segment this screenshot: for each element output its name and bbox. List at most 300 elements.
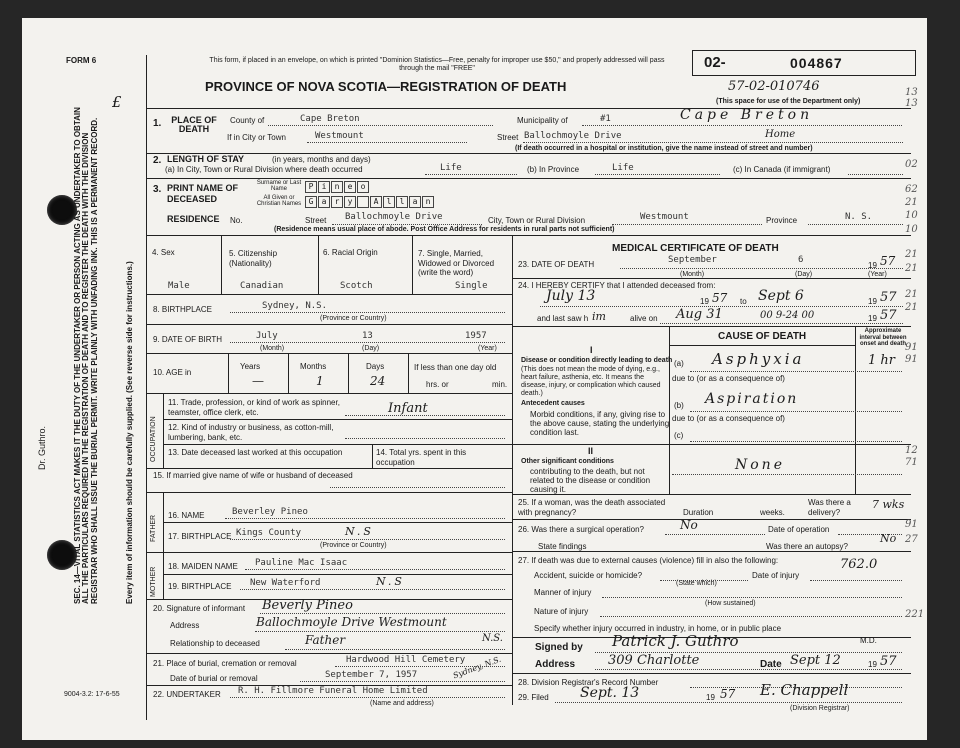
interval-div bbox=[855, 326, 856, 494]
res-street-value: Ballochmoyle Drive bbox=[345, 212, 443, 222]
filed-line bbox=[555, 702, 902, 703]
informant-sig-label: 20. Signature of informant bbox=[153, 604, 246, 613]
mail-notice bbox=[206, 57, 668, 74]
rule-7 bbox=[146, 393, 512, 394]
industry-line bbox=[345, 438, 505, 439]
margin-code: 13 bbox=[905, 87, 918, 98]
death-day: 6 bbox=[798, 255, 804, 265]
trade-line bbox=[345, 415, 505, 416]
age-months: 1 bbox=[316, 374, 324, 388]
from-year: 57 bbox=[712, 291, 728, 305]
city-line bbox=[307, 142, 467, 143]
name-letter-cell: G bbox=[305, 196, 317, 208]
age-label: 10. AGE in bbox=[153, 368, 192, 377]
street-hand: Home bbox=[765, 129, 796, 140]
div-4-5 bbox=[221, 235, 222, 294]
alive-line bbox=[660, 323, 903, 324]
industry-label-text: 12. Kind of industry or business, as cotton-mill, lumbering, bank, etc. bbox=[168, 423, 334, 442]
informant-addr: Ballochmoyle Drive Westmount bbox=[256, 615, 447, 629]
margin-code: 21 bbox=[905, 289, 918, 300]
dob-day: 13 bbox=[362, 331, 373, 341]
res-city-label: City, Town or Rural Division bbox=[488, 216, 586, 225]
burial-label: 21. Place of burial, cremation or removal bbox=[153, 659, 297, 668]
due-b: due to (or as a consequence of) bbox=[672, 414, 785, 423]
last-seen-label: and last saw h bbox=[537, 314, 589, 323]
name-letter-cell: a bbox=[409, 196, 421, 208]
marital-label-text: 7. Single, Married, Widowed or Divorced (write the word) bbox=[418, 249, 495, 278]
autopsy-value: No bbox=[880, 532, 897, 545]
addr-label: Address bbox=[535, 659, 576, 670]
last-worked-label bbox=[168, 448, 368, 458]
margin-code: 21 bbox=[905, 263, 918, 274]
form-number: FORM 6 bbox=[66, 56, 97, 65]
given-label-text: All Given or Christian Names bbox=[256, 195, 302, 207]
med-rule-5 bbox=[512, 551, 911, 552]
county-label: County of bbox=[230, 116, 265, 125]
rule-9 bbox=[163, 444, 512, 445]
death-day-note: (Day) bbox=[795, 271, 813, 278]
burial-date-label: Date of burial or removal bbox=[170, 674, 258, 683]
stay-c-line bbox=[848, 174, 903, 175]
dob-month-note: (Month) bbox=[260, 345, 285, 352]
county-line bbox=[268, 125, 493, 126]
autopsy-label: Was there an autopsy? bbox=[766, 542, 848, 551]
death-year-note: (Year) bbox=[868, 271, 887, 278]
residence-label: RESIDENCE bbox=[167, 214, 220, 224]
date-year: 57 bbox=[880, 654, 897, 669]
filed-value: Sept. 13 bbox=[580, 685, 640, 701]
name-letter-cell: l bbox=[396, 196, 408, 208]
last-worked-label-text: 13. Date deceased last worked at this occupation bbox=[168, 448, 343, 457]
alive-date: Aug 31 bbox=[676, 307, 723, 322]
undertaker-label: 22. UNDERTAKER bbox=[153, 690, 221, 699]
city-value: Westmount bbox=[315, 131, 364, 141]
dob-month: July bbox=[256, 331, 278, 341]
stay-c-label: (c) In Canada (if immigrant) bbox=[733, 165, 831, 174]
trade-value: Infant bbox=[388, 401, 428, 416]
res-street-line bbox=[332, 224, 482, 225]
name-label-text: PRINT NAME OF DECEASED bbox=[167, 183, 238, 204]
margin-mark: £ bbox=[112, 93, 122, 111]
dob-label: 9. DATE OF BIRTH bbox=[153, 335, 223, 344]
municipality-label: Municipality of bbox=[517, 116, 568, 125]
name-letter-cell: r bbox=[331, 196, 343, 208]
burial-value: Hardwood Hill Cemetery bbox=[346, 655, 466, 665]
rule-8 bbox=[163, 419, 512, 420]
hrs-label: hrs. or bbox=[426, 380, 449, 389]
name-letter-cell: n bbox=[422, 196, 434, 208]
dob-line bbox=[230, 342, 505, 343]
father-birth-line bbox=[230, 539, 505, 540]
birthplace-line bbox=[230, 312, 505, 313]
op-date-label: Date of operation bbox=[768, 525, 830, 534]
res-province-label: Province bbox=[766, 216, 798, 225]
registrar-sig: E. Chappell bbox=[760, 681, 849, 699]
surgical-label: 26. Was there a surgical operation? bbox=[518, 525, 644, 534]
name-letter-cell bbox=[357, 196, 369, 208]
b-mark: (b) bbox=[674, 401, 684, 410]
b-line bbox=[690, 411, 902, 412]
addr-value: 309 Charlotte bbox=[608, 653, 700, 668]
dob-year: 1957 bbox=[465, 331, 487, 341]
surname-label bbox=[255, 180, 303, 192]
rule-5 bbox=[146, 324, 512, 325]
informant-sig: Beverly Pineo bbox=[262, 598, 353, 613]
name-letter-cell: e bbox=[344, 181, 356, 193]
filed-label: 29. Filed bbox=[518, 693, 549, 702]
dob-year-note: (Year) bbox=[478, 345, 497, 352]
occ-side-div bbox=[163, 393, 164, 468]
signed-suffix: M.D. bbox=[860, 636, 877, 645]
to-year-pre: 19 bbox=[868, 297, 877, 306]
dept-note: (This space for use of the Department only) bbox=[716, 98, 861, 105]
occ-div-13-14 bbox=[372, 444, 373, 468]
mother-name-line bbox=[245, 569, 505, 570]
div-5-6 bbox=[318, 235, 319, 294]
woman-label-text: 25. If a woman, was the death associated with pregnancy? bbox=[518, 498, 666, 517]
alive-year: 57 bbox=[880, 308, 897, 323]
accident-label: Accident, suicide or homicide? bbox=[534, 571, 643, 580]
mother-birth-hand: N.S bbox=[376, 575, 405, 588]
relation-line bbox=[285, 649, 505, 650]
margin-code: 21 bbox=[905, 249, 918, 260]
stay-a-line bbox=[425, 174, 517, 175]
registrar-note: (Division Registrar) bbox=[790, 705, 850, 712]
municipality-value: #1 bbox=[600, 114, 611, 124]
side-note: Every item of information should be carefully supplied. (See reverse side for instructions.) bbox=[125, 261, 134, 604]
rule-12 bbox=[163, 522, 512, 523]
rule-1 bbox=[146, 153, 911, 154]
stay-num: 2. bbox=[153, 155, 162, 166]
rule-3 bbox=[146, 235, 911, 236]
alive-year-pre: 19 bbox=[868, 314, 877, 323]
ext-code: 762.0 bbox=[840, 557, 878, 572]
name-letter-cell: i bbox=[318, 181, 330, 193]
age-days: 24 bbox=[370, 374, 386, 388]
dept-number: 57-02-010746 bbox=[728, 79, 820, 94]
a-mark: (a) bbox=[674, 359, 684, 368]
from-year-pre: 19 bbox=[700, 297, 709, 306]
spouse-line bbox=[330, 487, 505, 488]
place-note: (If death occurred in a hospital or institution, give the name instead of street and number) bbox=[515, 145, 813, 152]
trade-label bbox=[168, 398, 348, 418]
burial-date: September 7, 1957 bbox=[325, 670, 418, 680]
addr-line bbox=[595, 669, 902, 670]
rule-4 bbox=[146, 294, 512, 295]
accident-note: (State which) bbox=[676, 580, 717, 587]
name-letter-cell: A bbox=[370, 196, 382, 208]
cause-mid-rule bbox=[512, 444, 911, 445]
rule-14 bbox=[163, 574, 512, 575]
stay-b-line bbox=[595, 174, 720, 175]
mother-birth: New Waterford bbox=[250, 578, 321, 588]
marital-value: Single bbox=[455, 281, 488, 291]
less-label: If less than one day old bbox=[414, 363, 497, 372]
name-letter-cell: y bbox=[344, 196, 356, 208]
med-rule-2 bbox=[512, 326, 911, 327]
informant-addr-label: Address bbox=[170, 621, 200, 630]
accident-line bbox=[660, 580, 748, 581]
name-label bbox=[167, 183, 242, 205]
left-border bbox=[146, 55, 147, 720]
date-label: Date bbox=[760, 659, 782, 670]
direct-note-text: (This does not mean the mode of dying, e.g., heart failure, asthenia, etc. It means the disease, injury, or complication which caused death.) bbox=[521, 366, 661, 398]
interval-header-text: Approximate interval between onset and death bbox=[859, 328, 907, 348]
citizenship-value: Canadian bbox=[240, 281, 284, 291]
years-label: Years bbox=[240, 362, 261, 371]
days-label: Days bbox=[366, 362, 385, 371]
trade-label-text: 11. Trade, profession, or kind of work as spinner, teamster, office clerk, etc. bbox=[168, 398, 340, 417]
city-label: If in City or Town bbox=[227, 133, 286, 142]
to-year: 57 bbox=[880, 290, 897, 305]
b-cause: Aspiration bbox=[705, 391, 799, 407]
date-value: Sept 12 bbox=[790, 653, 841, 668]
age-div-2 bbox=[288, 353, 289, 393]
name-letter-cell: a bbox=[318, 196, 330, 208]
surgical-value: No bbox=[680, 518, 698, 532]
father-side: FATHER bbox=[150, 514, 157, 542]
filed-year-pre: 19 bbox=[706, 693, 715, 702]
res-city-value: Westmount bbox=[640, 212, 689, 222]
given-label bbox=[255, 195, 303, 207]
margin-code: 12 bbox=[905, 445, 918, 456]
undertaker-value: R. H. Fillmore Funeral Home Limited bbox=[238, 686, 428, 696]
margin-code: 91 bbox=[905, 354, 918, 365]
res-no-label: No. bbox=[230, 216, 243, 225]
sex-value: Male bbox=[168, 281, 190, 291]
occupation-side: OCCUPATION bbox=[150, 416, 157, 462]
surgical-line bbox=[665, 534, 765, 535]
citizenship-label-text: 5. Citizenship (Nationality) bbox=[229, 249, 278, 268]
marital-label bbox=[418, 249, 510, 278]
name-num: 3. bbox=[153, 184, 162, 195]
center-divider bbox=[512, 235, 513, 705]
mother-name: Pauline Mac Isaac bbox=[255, 558, 348, 568]
birthplace-note: (Province or Country) bbox=[320, 315, 387, 322]
antecedent-note-text: Morbid conditions, if any, giving rise to the above cause, stating the underlying condition last. bbox=[530, 410, 670, 438]
a-interval: 1 hr bbox=[868, 353, 895, 368]
undertaker-note: (Name and address) bbox=[370, 700, 434, 707]
reg-number: 004867 bbox=[790, 55, 843, 71]
margin-code: 21 bbox=[905, 197, 918, 208]
burial-hand: Sydney, N.S. bbox=[451, 654, 503, 681]
last-seen-hand: im bbox=[592, 310, 606, 323]
date-year-pre: 19 bbox=[868, 660, 877, 669]
racial-label: 6. Racial Origin bbox=[323, 248, 378, 257]
res-province-value: N. S. bbox=[845, 212, 873, 222]
father-birth-note: (Province or Country) bbox=[320, 542, 387, 549]
roman-2: II bbox=[588, 446, 594, 456]
injury-date-line bbox=[810, 580, 902, 581]
burial-date-line bbox=[300, 681, 505, 682]
birthplace-value: Sydney, N.S. bbox=[262, 301, 328, 311]
cause-header: CAUSE OF DEATH bbox=[718, 331, 807, 342]
min-label: min. bbox=[492, 380, 508, 389]
place-label bbox=[167, 116, 221, 135]
specify-label: Specify whether injury occurred in industry, in home, or in public place bbox=[534, 624, 782, 633]
res-street-label: Street bbox=[305, 216, 327, 225]
mother-birth-label: 19. BIRTHPLACE bbox=[168, 582, 232, 591]
alive-label: alive on bbox=[630, 314, 658, 323]
a-line bbox=[690, 371, 902, 372]
rule-11 bbox=[146, 492, 512, 493]
mother-name-label: 18. MAIDEN NAME bbox=[168, 562, 238, 571]
informant-addr-line bbox=[255, 631, 505, 632]
age-div-4 bbox=[408, 353, 409, 393]
nature-line bbox=[600, 616, 902, 617]
a-cause: Asphyxia bbox=[712, 350, 805, 368]
name-letter-cell: P bbox=[305, 181, 317, 193]
total-years-label-text: 14. Total yrs. spent in this occupation bbox=[376, 448, 467, 467]
father-birth-label: 17. BIRTHPLACE bbox=[168, 532, 232, 541]
med-rule-1 bbox=[512, 278, 911, 279]
street-line bbox=[523, 142, 903, 143]
name-letter-cell: o bbox=[357, 181, 369, 193]
death-year: 57 bbox=[880, 254, 896, 268]
place-label-text: PLACE OF DEATH bbox=[171, 115, 217, 135]
death-month: September bbox=[668, 255, 717, 265]
death-date-label: 23. DATE OF DEATH bbox=[518, 260, 595, 269]
rule-10 bbox=[146, 468, 512, 469]
margin-code: 91 bbox=[905, 342, 918, 353]
delivery-hand: 7 wks bbox=[872, 498, 905, 511]
attend-to: Sept 6 bbox=[758, 288, 804, 304]
mother-birth-line bbox=[240, 589, 505, 590]
burial-line bbox=[335, 666, 505, 667]
mother-side-div bbox=[163, 552, 164, 599]
print-code: 9004-3.2: 17-6-55 bbox=[64, 691, 120, 698]
stay-b-value: Life bbox=[612, 163, 634, 173]
citizenship-label bbox=[229, 249, 314, 268]
informant-sig-line bbox=[260, 613, 505, 614]
relation-value: Father bbox=[305, 633, 346, 647]
death-month-note: (Month) bbox=[680, 271, 705, 278]
injury-date-label: Date of injury bbox=[752, 571, 800, 580]
mail-notice-text: This form, if placed in an envelope, on which is printed "Dominion Statistics—Free, penalty for improper use $50," and properly addressed will pass through the mail "FREE" bbox=[209, 57, 665, 73]
delivery-label-text: Was there a delivery? bbox=[808, 498, 851, 517]
other-note-text: contributing to the death, but not related to the disease or condition causing it. bbox=[530, 467, 651, 495]
signed-value: Patrick J. Guthro bbox=[612, 632, 739, 650]
sustained-note: (How sustained) bbox=[705, 600, 756, 607]
reg-prefix: 02- bbox=[704, 54, 726, 71]
stay-a-value: Life bbox=[440, 163, 462, 173]
margin-code: 10 bbox=[905, 224, 918, 235]
woman-label bbox=[518, 498, 678, 517]
margin-note: Dr. Guthro. bbox=[37, 425, 47, 470]
age-years: — bbox=[252, 374, 264, 388]
name-letter-cell: l bbox=[383, 196, 395, 208]
racial-value: Scotch bbox=[340, 281, 373, 291]
signed-label: Signed by bbox=[535, 642, 583, 653]
side-warning-text: SEC. 14—VITAL STATISTICS ACT MAKES IT THE DUTY OF THE UNDERTAKER OR PERSON ACTING AS UNDERTAKER TO OBTAIN ALL THE PARTICULARS REQUIRED IN THE REGISTRATION OF DEATH AND TO REGISTER THE DEATH WITH THE DIVISION REGISTRAR WHO SHALL ISSUE THE BURIAL PERMIT. WRITE PLAINLY WITH UNFADING INK. THIS IS A PERMANENT RECORD. bbox=[73, 107, 99, 604]
sex-label: 4. Sex bbox=[152, 248, 175, 257]
other-line bbox=[672, 474, 902, 475]
res-city-line bbox=[612, 224, 762, 225]
dob-day-note: (Day) bbox=[362, 345, 380, 352]
attend-from: July 13 bbox=[546, 288, 596, 304]
mother-side: MOTHER bbox=[150, 566, 157, 597]
cause-header-rule bbox=[669, 345, 855, 346]
div-6-7 bbox=[412, 235, 413, 294]
margin-code: 02 bbox=[905, 159, 918, 170]
antecedent-note bbox=[530, 410, 670, 438]
margin-code: 13 bbox=[905, 98, 918, 109]
direct-note bbox=[521, 366, 666, 398]
res-province-line bbox=[808, 224, 903, 225]
certify-label: 24. I HEREBY CERTIFY that I attended deceased from: bbox=[518, 281, 716, 290]
due-a: due to (or as a consequence of) bbox=[672, 374, 785, 383]
med-rule-3 bbox=[512, 494, 911, 495]
manner-label: Manner of injury bbox=[534, 588, 592, 597]
relation-hand: N.S. bbox=[482, 633, 503, 644]
margin-code: 62 bbox=[905, 184, 918, 195]
state-label: State findings bbox=[538, 542, 587, 551]
stay-sub: (in years, months and days) bbox=[272, 155, 371, 164]
margin-code: 10 bbox=[905, 210, 918, 221]
record-num-label: 28. Division Registrar's Record Number bbox=[518, 678, 659, 687]
interval-header bbox=[858, 328, 908, 348]
father-birth-hand: N.S bbox=[345, 525, 374, 538]
stay-b-label: (b) In Province bbox=[527, 165, 580, 174]
total-years-label bbox=[376, 448, 476, 467]
spouse-label bbox=[153, 471, 353, 481]
form-title: PROVINCE OF NOVA SCOTIA—REGISTRATION OF DEATH bbox=[205, 79, 567, 94]
other-label: Other significant conditions bbox=[521, 458, 614, 465]
name-letter-cell: n bbox=[331, 181, 343, 193]
c-mark: (c) bbox=[674, 431, 684, 440]
other-value: None bbox=[735, 457, 785, 473]
municipality-hand: Cape Breton bbox=[680, 107, 814, 123]
med-rule-4 bbox=[512, 519, 911, 520]
margin-code: 27 bbox=[905, 534, 918, 545]
place-num: 1. bbox=[153, 118, 162, 129]
c-line bbox=[690, 441, 902, 442]
rule-2 bbox=[146, 178, 911, 179]
stay-label: LENGTH OF STAY bbox=[167, 154, 245, 164]
other-note bbox=[530, 467, 670, 495]
county-value: Cape Breton bbox=[300, 114, 360, 124]
surname-label-text: Surname or Last Name bbox=[256, 180, 302, 192]
side-warning bbox=[74, 104, 99, 604]
margin-code: 21 bbox=[905, 302, 918, 313]
med-rule-7 bbox=[512, 673, 911, 674]
father-birth: Kings County bbox=[236, 528, 302, 538]
birthplace-label: 8. BIRTHPLACE bbox=[153, 305, 212, 314]
death-line bbox=[620, 268, 903, 269]
to-label: to bbox=[740, 297, 747, 306]
residence-note: (Residence means usual place of abode. Post Office Address for residents in rural parts not sufficient) bbox=[274, 226, 615, 233]
direct-label: Disease or condition directly leading to death bbox=[521, 357, 673, 364]
death-year-pre: 19 bbox=[868, 261, 877, 270]
father-name-label: 16. NAME bbox=[168, 511, 205, 520]
industry-label bbox=[168, 423, 348, 443]
municipality-line bbox=[582, 125, 902, 126]
street-value: Ballochmoyle Drive bbox=[524, 131, 622, 141]
margin-code: 221 bbox=[905, 609, 925, 620]
father-name: Beverley Pineo bbox=[232, 507, 308, 517]
medical-header: MEDICAL CERTIFICATE OF DEATH bbox=[612, 243, 779, 254]
father-name-line bbox=[225, 518, 505, 519]
months-label: Months bbox=[300, 362, 327, 371]
age-div-3 bbox=[348, 353, 349, 393]
stay-a-label: (a) In City, Town or Rural Division where death occurred bbox=[165, 165, 363, 174]
delivery-label bbox=[808, 498, 868, 517]
ext-label: 27. If death was due to external causes (violence) fill in also the following: bbox=[518, 556, 779, 565]
undertaker-line bbox=[230, 697, 505, 698]
nature-label: Nature of injury bbox=[534, 607, 589, 616]
rule-13 bbox=[146, 552, 512, 553]
manner-line bbox=[602, 597, 902, 598]
